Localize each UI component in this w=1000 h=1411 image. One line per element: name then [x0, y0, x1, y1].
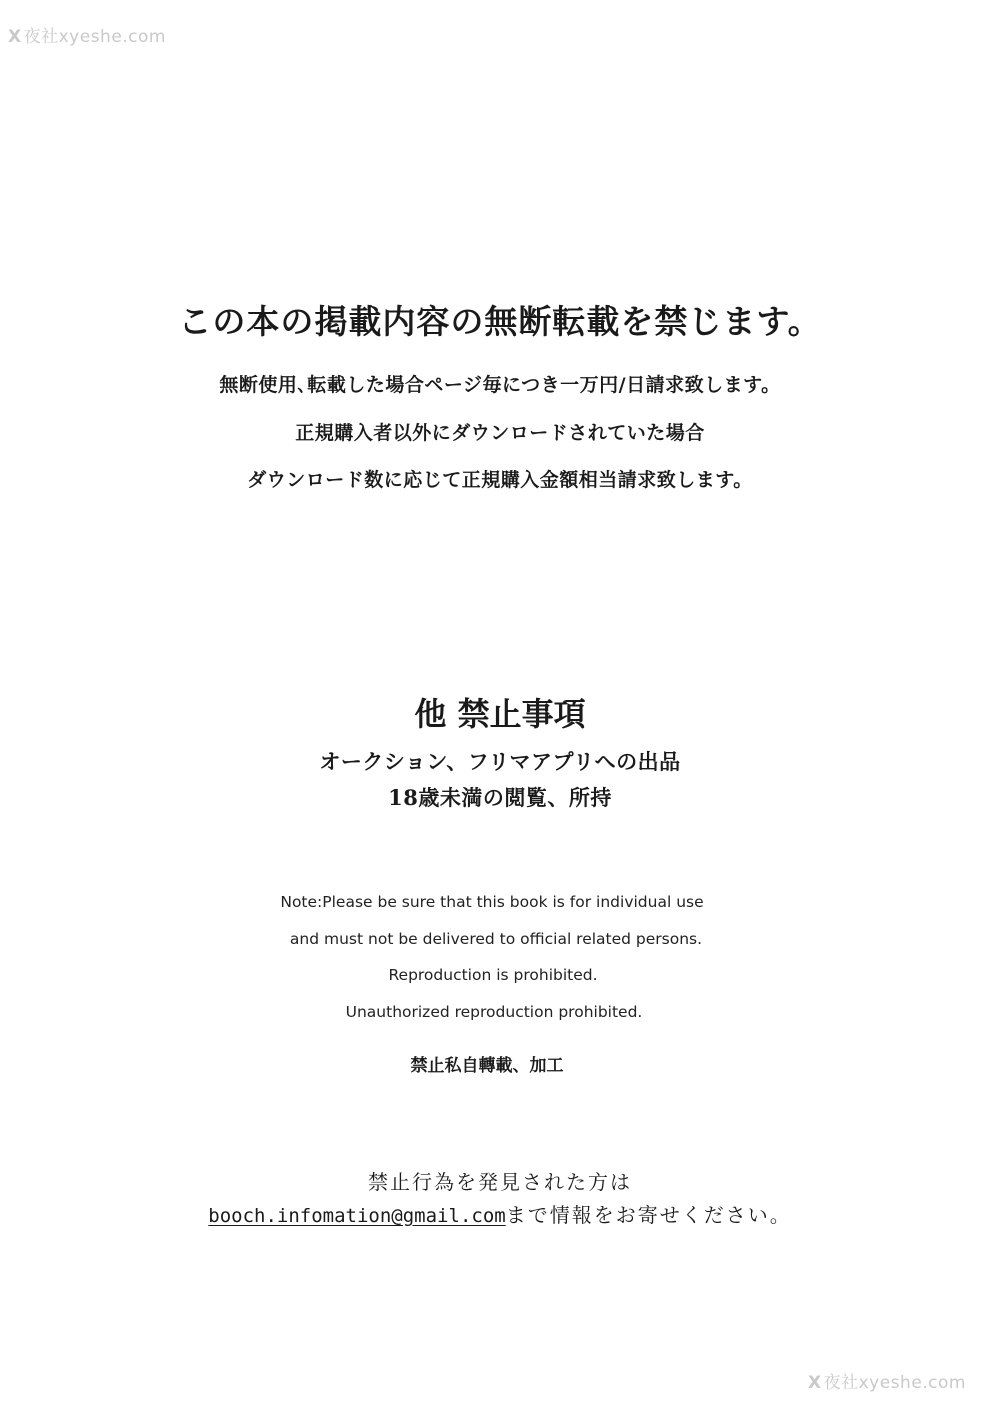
- english-note-line: Unauthorized reproduction prohibited.: [345, 1003, 643, 1021]
- watermark-bottom: [808, 1368, 966, 1393]
- notice-heading: この本の掲載内容の無断転載を禁じます。: [178, 302, 822, 341]
- notice-line: ダウンロード数に応じて正規購入金額相当請求致します。: [247, 469, 753, 491]
- watermark-x-icon: X: [8, 27, 22, 47]
- prohibitions-heading: 他 禁止事項: [414, 695, 586, 733]
- contact-email-link[interactable]: booch.infomation@gmail.com: [208, 1205, 506, 1227]
- watermark-text: 夜社xyeshe.com: [823, 1373, 966, 1393]
- english-note-line: and must not be delivered to official related persons.: [289, 930, 703, 948]
- notice-line: 無断使用､転載した場合ページ毎につき一万円/日請求致します。: [219, 374, 781, 396]
- watermark-text: 夜社xyeshe.com: [23, 27, 166, 47]
- contact-line: [0, 1199, 1000, 1228]
- notice-line: 正規購入者以外にダウンロードされていた場合: [295, 422, 705, 444]
- chinese-note: 禁止私自轉載、加工: [410, 1056, 564, 1076]
- english-note-line: Reproduction is prohibited.: [388, 966, 598, 984]
- english-note-line: Note:Please be sure that this book is for individual use: [280, 893, 704, 911]
- contact-suffix: まで情報をお寄せください。: [505, 1203, 792, 1227]
- prohibition-item: 18歳未満の閲覧、所持: [388, 785, 612, 810]
- watermark-x-icon: X: [808, 1373, 822, 1393]
- prohibition-item: オークション、フリマアプリへの出品: [319, 749, 681, 774]
- watermark-top: [8, 22, 166, 47]
- contact-intro: 禁止行為を発見された方は: [368, 1170, 632, 1194]
